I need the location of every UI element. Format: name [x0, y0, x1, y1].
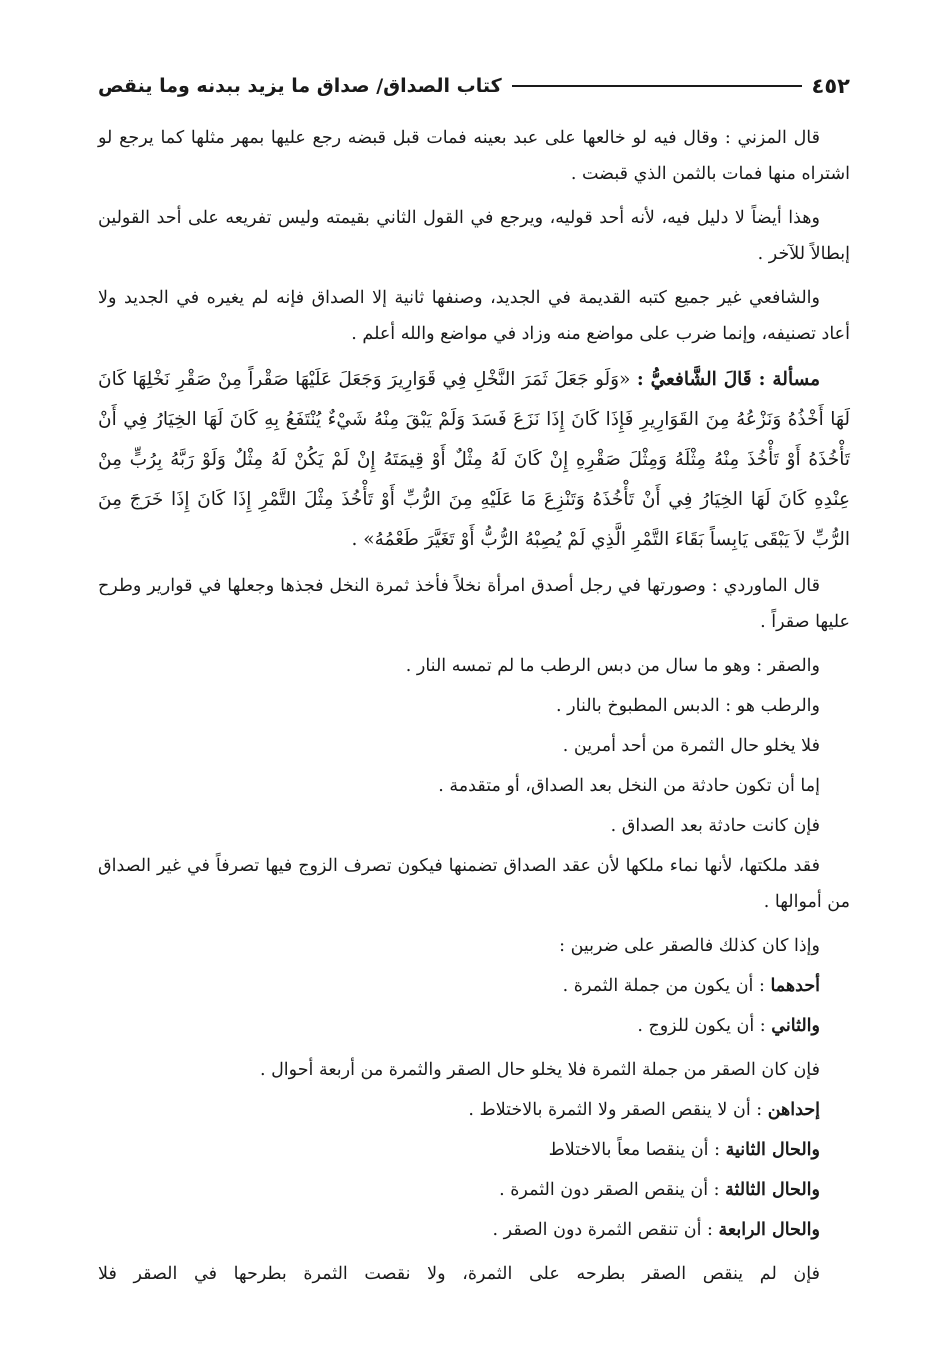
- state-third: [98, 1172, 850, 1208]
- paragraph-if-new: فإن كانت حادثة بعد الصداق .: [610, 816, 820, 836]
- state-fourth: [98, 1212, 850, 1248]
- state-second-text: : أن ينقصا معاً بالاختلاط: [548, 1140, 720, 1160]
- state-first-label: إحداهن: [767, 1100, 820, 1120]
- chapter-title: كتاب الصداق/ صداق ما يزيد ببدنه وما ينقص: [98, 75, 502, 97]
- paragraph-four-states: فإن كان الصقر من جملة الثمرة فلا يخلو حال الصقر والثمرة من أربعة أحوال .: [259, 1060, 820, 1080]
- masala-block: [98, 360, 850, 560]
- kind-first-text: : أن يكون من جملة الثمرة .: [562, 976, 765, 996]
- state-second: [98, 1132, 850, 1168]
- paragraph-owned: فقد ملكتها، لأنها نماء ملكها لأن عقد الصداق تضمنها فيكون تصرف الزوج فيها تصرفاً في غير الصداق من أموالها .: [98, 856, 850, 912]
- kind-second-text: : أن يكون للزوج .: [637, 1016, 766, 1036]
- state-fourth-label: والحال الرابعة: [718, 1220, 820, 1240]
- masala-quote: «وَلَو جَعَلَ ثَمَرَ النَّخْلِ فِي قَوَارِيرَ وَجَعَلَ عَلَيْهَا صَقْراً مِنْ صَقْرِ نَخْلِهَا كَانَ لَهَا أَخْذُهُ وَنَزْعُهُ مِنَ القَوَارِيرِ فَإِذَا كَانَ إِذَا نَزَعَ فَسَدَ وَلَمْ يَبْقَ مِنْهُ شَيْءٌ يُنْتَفَعُ بِهِ كَانَ لَهَا الخِيَارُ فِي أَنْ تَأْخُذَهُ أَوْ تَأْخُذَ مِنْهُ مِثْلَهُ وَمِثْلَ صَقْرِهِ إِنْ كَانَ لَهُ مِثْلٌ أَوْ قِيمَتَهُ إِنْ لَمْ يَكُنْ لَهُ مِثْلٌ وَلَوْ رَبَّهُ بِرُبٍّ مِنْ عِنْدِهِ كَانَ لَهَا الخِيَارُ فِي أَنْ تَأْخُذَهُ وَتَنْزِعَ مَا عَلَيْهِ مِنَ الرُّبِّ أَوْ تَأْخُذَ مِثْلَ التَّمْرِ إِذَا كَانَ إِذَا خَرَجَ مِنَ الرُّبِّ لاَ يَبْقَى يَابِساً بَقَاءَ التَّمْرِ الَّذِي لَمْ يُصِبْهُ الرُّبُّ أَوْ تَغَيَّرَ طَعْمُهُ» .: [98, 369, 850, 550]
- paragraph-mawardi: قال الماوردي : وصورتها في رجل أصدق امرأة نخلاً فأخذ ثمرة النخل فجذها وجعلها في قوارير وطرح عليها صقراً .: [98, 576, 850, 632]
- header-rule: [512, 85, 802, 87]
- kind-second: [98, 1008, 850, 1044]
- running-header: [98, 66, 850, 106]
- state-first: [98, 1092, 850, 1128]
- masala-label: مسألة : قَالَ الشَّافعيُّ :: [636, 369, 820, 390]
- paragraph-two-kinds: وإذا كان كذلك فالصقر على ضربين :: [559, 936, 820, 956]
- state-third-text: : أن ينقص الصقر دون الثمرة .: [499, 1180, 720, 1200]
- state-third-label: والحال الثالثة: [725, 1180, 820, 1200]
- kind-first-label: أحدهما: [770, 976, 820, 996]
- state-second-label: والحال الثانية: [725, 1140, 820, 1160]
- paragraph-shafii-books: والشافعي غير جميع كتبه القديمة في الجديد، وصنفها ثانية إلا الصداق فإنه لم يغيره في الجديد ولا أعاد تصنيفه، وإنما ضرب على مواضع منه وزاد في مواضع والله أعلم .: [98, 288, 850, 344]
- paragraph-either: إما أن تكون حادثة من النخل بعد الصداق، أو متقدمة .: [438, 776, 820, 796]
- paragraph-rutab-def: والرطب هو : الدبس المطبوخ بالنار .: [556, 696, 820, 716]
- state-fourth-text: : أن تنقص الثمرة دون الصقر .: [492, 1220, 713, 1240]
- paragraph-no-evidence: وهذا أيضاً لا دليل فيه، لأنه أحد قوليه، ويرجع في القول الثاني بقيمته وليس تفريعه على أحد القولين إبطالاً للآخر .: [98, 208, 850, 264]
- paragraph-two-cases: فلا يخلو حال الثمرة من أحد أمرين .: [562, 736, 820, 756]
- page-number: ٤٥٢: [811, 74, 850, 98]
- paragraph-saqr-def: والصقر : وهو ما سال من دبس الرطب ما لم تمسه النار .: [405, 656, 820, 676]
- paragraph-last: فإن لم ينقص الصقر بطرحه على الثمرة، ولا نقصت الثمرة بطرحها في الصقر فلا: [98, 1264, 820, 1284]
- paragraph-muzani: قال المزني : وقال فيه لو خالعها على عبد بعينه فمات قبل قبضه رجع عليها بمهر مثلها كما يرجع لو اشتراه منها فمات بالثمن الذي قبضت .: [98, 128, 850, 184]
- state-first-text: : أن لا ينقص الصقر ولا الثمرة بالاختلاط .: [468, 1100, 763, 1120]
- page-content: [98, 120, 850, 1292]
- kind-second-label: والثاني: [771, 1016, 820, 1036]
- kind-first: [98, 968, 850, 1004]
